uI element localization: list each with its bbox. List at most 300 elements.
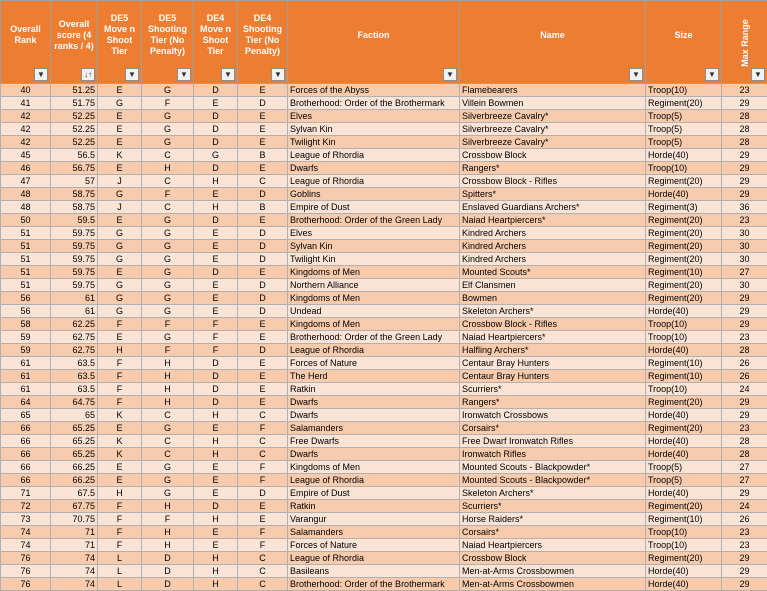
- de5-shooting-cell[interactable]: G: [142, 422, 194, 435]
- rank-cell[interactable]: 48: [1, 201, 51, 214]
- size-cell[interactable]: Troop(10): [646, 318, 722, 331]
- de5-move-shoot-cell[interactable]: F: [98, 370, 142, 383]
- de4-shooting-cell[interactable]: E: [238, 214, 288, 227]
- rank-cell[interactable]: 51: [1, 279, 51, 292]
- de5-move-shoot-cell[interactable]: E: [98, 422, 142, 435]
- de5-shooting-cell[interactable]: G: [142, 487, 194, 500]
- de5-move-shoot-cell[interactable]: E: [98, 461, 142, 474]
- rank-cell[interactable]: 66: [1, 422, 51, 435]
- score-cell[interactable]: 59.75: [51, 253, 98, 266]
- de4-shooting-cell[interactable]: D: [238, 240, 288, 253]
- de5-move-shoot-cell[interactable]: F: [98, 526, 142, 539]
- de4-move-shoot-cell[interactable]: E: [194, 539, 238, 552]
- faction-cell[interactable]: League of Rhordia: [288, 149, 460, 162]
- de4-shooting-cell[interactable]: C: [238, 175, 288, 188]
- table-row[interactable]: [1, 500, 767, 513]
- score-cell[interactable]: 67.5: [51, 487, 98, 500]
- score-cell[interactable]: 71: [51, 539, 98, 552]
- score-cell[interactable]: 59.5: [51, 214, 98, 227]
- rank-cell[interactable]: 61: [1, 370, 51, 383]
- de5-move-shoot-cell[interactable]: G: [98, 279, 142, 292]
- rank-cell[interactable]: 66: [1, 474, 51, 487]
- de5-move-shoot-cell[interactable]: E: [98, 474, 142, 487]
- faction-cell[interactable]: Elves: [288, 227, 460, 240]
- max-range-cell[interactable]: 23: [722, 526, 767, 539]
- de4-move-shoot-cell[interactable]: H: [194, 552, 238, 565]
- de4-shooting-cell[interactable]: D: [238, 487, 288, 500]
- faction-cell[interactable]: Salamanders: [288, 526, 460, 539]
- de5-move-shoot-cell[interactable]: K: [98, 435, 142, 448]
- max-range-cell[interactable]: 29: [722, 175, 767, 188]
- size-cell[interactable]: Troop(5): [646, 136, 722, 149]
- faction-cell[interactable]: Twilight Kin: [288, 136, 460, 149]
- name-cell[interactable]: Ironwatch Rifles: [460, 448, 646, 461]
- table-row[interactable]: [1, 552, 767, 565]
- size-cell[interactable]: Regiment(10): [646, 266, 722, 279]
- de5-move-shoot-cell[interactable]: K: [98, 409, 142, 422]
- max-range-cell[interactable]: 30: [722, 227, 767, 240]
- de5-move-shoot-cell[interactable]: E: [98, 266, 142, 279]
- de4-move-shoot-cell[interactable]: D: [194, 500, 238, 513]
- de5-shooting-cell[interactable]: G: [142, 136, 194, 149]
- rank-cell[interactable]: 51: [1, 266, 51, 279]
- faction-cell[interactable]: Forces of Nature: [288, 539, 460, 552]
- de4-shooting-cell[interactable]: D: [238, 227, 288, 240]
- max-range-cell[interactable]: 29: [722, 97, 767, 110]
- de5-move-shoot-cell[interactable]: G: [98, 188, 142, 201]
- de5-shooting-cell[interactable]: F: [142, 344, 194, 357]
- rank-cell[interactable]: 65: [1, 409, 51, 422]
- faction-cell[interactable]: Brotherhood: Order of the Green Lady: [288, 214, 460, 227]
- de4-move-shoot-cell[interactable]: E: [194, 474, 238, 487]
- de4-move-shoot-cell[interactable]: E: [194, 188, 238, 201]
- rank-cell[interactable]: 41: [1, 97, 51, 110]
- faction-cell[interactable]: Twilight Kin: [288, 253, 460, 266]
- rank-cell[interactable]: 74: [1, 539, 51, 552]
- de4-shooting-cell[interactable]: C: [238, 435, 288, 448]
- de4-move-shoot-cell[interactable]: E: [194, 461, 238, 474]
- table-row[interactable]: [1, 318, 767, 331]
- de5-move-shoot-cell[interactable]: F: [98, 500, 142, 513]
- score-cell[interactable]: 56.5: [51, 149, 98, 162]
- de4-shooting-cell[interactable]: C: [238, 578, 288, 591]
- name-cell[interactable]: Silverbreeze Cavalry*: [460, 123, 646, 136]
- name-cell[interactable]: Free Dwarf Ironwatch Rifles: [460, 435, 646, 448]
- name-cell[interactable]: Silverbreeze Cavalry*: [460, 110, 646, 123]
- max-range-cell[interactable]: 29: [722, 318, 767, 331]
- rank-cell[interactable]: 56: [1, 292, 51, 305]
- de5-move-shoot-cell[interactable]: E: [98, 331, 142, 344]
- de4-shooting-cell[interactable]: E: [238, 110, 288, 123]
- de4-move-shoot-cell[interactable]: G: [194, 149, 238, 162]
- de5-move-shoot-cell[interactable]: L: [98, 565, 142, 578]
- max-range-cell[interactable]: 27: [722, 474, 767, 487]
- de4-shooting-cell[interactable]: E: [238, 123, 288, 136]
- faction-cell[interactable]: The Herd: [288, 370, 460, 383]
- score-cell[interactable]: 62.75: [51, 331, 98, 344]
- de4-shooting-cell[interactable]: E: [238, 357, 288, 370]
- de4-shooting-cell[interactable]: B: [238, 201, 288, 214]
- name-cell[interactable]: Horse Raiders*: [460, 513, 646, 526]
- size-cell[interactable]: Regiment(20): [646, 422, 722, 435]
- name-cell[interactable]: Crossbow Block: [460, 149, 646, 162]
- score-cell[interactable]: 59.75: [51, 227, 98, 240]
- de5-shooting-cell[interactable]: H: [142, 162, 194, 175]
- filter-dropdown-button[interactable]: ▼: [177, 68, 191, 81]
- de5-move-shoot-cell[interactable]: E: [98, 136, 142, 149]
- name-cell[interactable]: Naiad Heartpiercers*: [460, 331, 646, 344]
- score-cell[interactable]: 65.25: [51, 435, 98, 448]
- rank-cell[interactable]: 66: [1, 435, 51, 448]
- de5-move-shoot-cell[interactable]: E: [98, 162, 142, 175]
- table-row[interactable]: [1, 162, 767, 175]
- de5-shooting-cell[interactable]: G: [142, 292, 194, 305]
- name-cell[interactable]: Crossbow Block: [460, 552, 646, 565]
- faction-cell[interactable]: Brotherhood: Order of the Green Lady: [288, 331, 460, 344]
- max-range-cell[interactable]: 28: [722, 448, 767, 461]
- max-range-cell[interactable]: 23: [722, 331, 767, 344]
- max-range-cell[interactable]: 30: [722, 253, 767, 266]
- faction-cell[interactable]: Dwarfs: [288, 396, 460, 409]
- table-row[interactable]: [1, 240, 767, 253]
- size-cell[interactable]: Troop(10): [646, 84, 722, 97]
- name-cell[interactable]: Crossbow Block - Rifles: [460, 318, 646, 331]
- de5-move-shoot-cell[interactable]: J: [98, 201, 142, 214]
- de5-shooting-cell[interactable]: G: [142, 214, 194, 227]
- de5-shooting-cell[interactable]: C: [142, 409, 194, 422]
- de4-move-shoot-cell[interactable]: H: [194, 435, 238, 448]
- faction-cell[interactable]: League of Rhordia: [288, 175, 460, 188]
- table-row[interactable]: [1, 383, 767, 396]
- max-range-cell[interactable]: 29: [722, 162, 767, 175]
- de4-move-shoot-cell[interactable]: E: [194, 487, 238, 500]
- score-cell[interactable]: 57: [51, 175, 98, 188]
- faction-cell[interactable]: Forces of the Abyss: [288, 84, 460, 97]
- de5-shooting-cell[interactable]: H: [142, 500, 194, 513]
- de5-shooting-cell[interactable]: G: [142, 279, 194, 292]
- de4-shooting-cell[interactable]: C: [238, 552, 288, 565]
- de5-move-shoot-cell[interactable]: L: [98, 552, 142, 565]
- table-row[interactable]: [1, 422, 767, 435]
- size-cell[interactable]: Regiment(3): [646, 201, 722, 214]
- de5-move-shoot-cell[interactable]: K: [98, 448, 142, 461]
- de5-shooting-cell[interactable]: G: [142, 474, 194, 487]
- de4-move-shoot-cell[interactable]: H: [194, 513, 238, 526]
- de5-shooting-cell[interactable]: C: [142, 149, 194, 162]
- max-range-cell[interactable]: 26: [722, 357, 767, 370]
- de5-shooting-cell[interactable]: C: [142, 175, 194, 188]
- filter-dropdown-button[interactable]: ▼: [705, 68, 719, 81]
- score-cell[interactable]: 70.75: [51, 513, 98, 526]
- de4-move-shoot-cell[interactable]: E: [194, 227, 238, 240]
- de5-shooting-cell[interactable]: G: [142, 266, 194, 279]
- de4-move-shoot-cell[interactable]: E: [194, 305, 238, 318]
- filter-dropdown-button[interactable]: ▼: [34, 68, 48, 81]
- de4-move-shoot-cell[interactable]: H: [194, 565, 238, 578]
- table-row[interactable]: [1, 357, 767, 370]
- table-row[interactable]: [1, 435, 767, 448]
- de4-shooting-cell[interactable]: D: [238, 292, 288, 305]
- de4-shooting-cell[interactable]: E: [238, 331, 288, 344]
- name-cell[interactable]: Ironwatch Crossbows: [460, 409, 646, 422]
- size-cell[interactable]: Regiment(20): [646, 240, 722, 253]
- name-cell[interactable]: Men-at-Arms Crossbowmen: [460, 578, 646, 591]
- faction-cell[interactable]: Ratkin: [288, 383, 460, 396]
- max-range-cell[interactable]: 29: [722, 305, 767, 318]
- de4-shooting-cell[interactable]: E: [238, 266, 288, 279]
- name-cell[interactable]: Corsairs*: [460, 422, 646, 435]
- de4-move-shoot-cell[interactable]: E: [194, 240, 238, 253]
- table-row[interactable]: [1, 175, 767, 188]
- faction-cell[interactable]: Kingdoms of Men: [288, 318, 460, 331]
- score-cell[interactable]: 71: [51, 526, 98, 539]
- max-range-cell[interactable]: 29: [722, 409, 767, 422]
- filter-dropdown-button[interactable]: ▼: [629, 68, 643, 81]
- de4-shooting-cell[interactable]: F: [238, 474, 288, 487]
- table-row[interactable]: [1, 149, 767, 162]
- de5-move-shoot-cell[interactable]: F: [98, 357, 142, 370]
- score-cell[interactable]: 59.75: [51, 279, 98, 292]
- score-cell[interactable]: 51.75: [51, 97, 98, 110]
- size-cell[interactable]: Troop(10): [646, 383, 722, 396]
- de4-shooting-cell[interactable]: B: [238, 149, 288, 162]
- rank-cell[interactable]: 46: [1, 162, 51, 175]
- score-cell[interactable]: 63.5: [51, 357, 98, 370]
- size-cell[interactable]: Horde(40): [646, 344, 722, 357]
- max-range-cell[interactable]: 30: [722, 279, 767, 292]
- size-cell[interactable]: Troop(5): [646, 461, 722, 474]
- size-cell[interactable]: Horde(40): [646, 409, 722, 422]
- score-cell[interactable]: 61: [51, 292, 98, 305]
- size-cell[interactable]: Troop(10): [646, 331, 722, 344]
- score-cell[interactable]: 61: [51, 305, 98, 318]
- score-cell[interactable]: 58.75: [51, 201, 98, 214]
- table-row[interactable]: [1, 292, 767, 305]
- size-cell[interactable]: Regiment(20): [646, 279, 722, 292]
- size-cell[interactable]: Troop(10): [646, 162, 722, 175]
- filter-dropdown-button[interactable]: ▼: [443, 68, 457, 81]
- table-row[interactable]: [1, 188, 767, 201]
- max-range-cell[interactable]: 24: [722, 500, 767, 513]
- de5-move-shoot-cell[interactable]: K: [98, 149, 142, 162]
- rank-cell[interactable]: 59: [1, 331, 51, 344]
- rank-cell[interactable]: 66: [1, 448, 51, 461]
- score-cell[interactable]: 66.25: [51, 474, 98, 487]
- max-range-cell[interactable]: 29: [722, 487, 767, 500]
- de5-shooting-cell[interactable]: C: [142, 435, 194, 448]
- rank-cell[interactable]: 58: [1, 318, 51, 331]
- de4-move-shoot-cell[interactable]: H: [194, 201, 238, 214]
- score-cell[interactable]: 67.75: [51, 500, 98, 513]
- name-cell[interactable]: Skeleton Archers*: [460, 487, 646, 500]
- name-cell[interactable]: Spitters*: [460, 188, 646, 201]
- faction-cell[interactable]: Dwarfs: [288, 448, 460, 461]
- faction-cell[interactable]: Basileans: [288, 565, 460, 578]
- rank-cell[interactable]: 61: [1, 383, 51, 396]
- max-range-cell[interactable]: 28: [722, 110, 767, 123]
- score-cell[interactable]: 59.75: [51, 240, 98, 253]
- score-cell[interactable]: 65: [51, 409, 98, 422]
- de5-shooting-cell[interactable]: G: [142, 84, 194, 97]
- max-range-cell[interactable]: 28: [722, 344, 767, 357]
- de4-move-shoot-cell[interactable]: E: [194, 526, 238, 539]
- de4-move-shoot-cell[interactable]: H: [194, 448, 238, 461]
- name-cell[interactable]: Scurriers*: [460, 383, 646, 396]
- filter-dropdown-button[interactable]: ▼: [271, 68, 285, 81]
- de4-move-shoot-cell[interactable]: F: [194, 344, 238, 357]
- de5-move-shoot-cell[interactable]: G: [98, 227, 142, 240]
- faction-cell[interactable]: Dwarfs: [288, 409, 460, 422]
- table-row[interactable]: [1, 396, 767, 409]
- size-cell[interactable]: Regiment(20): [646, 97, 722, 110]
- rank-cell[interactable]: 56: [1, 305, 51, 318]
- max-range-cell[interactable]: 29: [722, 396, 767, 409]
- de5-move-shoot-cell[interactable]: E: [98, 84, 142, 97]
- de5-shooting-cell[interactable]: G: [142, 305, 194, 318]
- table-row[interactable]: [1, 461, 767, 474]
- de4-shooting-cell[interactable]: E: [238, 370, 288, 383]
- faction-cell[interactable]: Ratkin: [288, 500, 460, 513]
- size-cell[interactable]: Troop(10): [646, 539, 722, 552]
- name-cell[interactable]: Kindred Archers: [460, 253, 646, 266]
- name-cell[interactable]: Flamebearers: [460, 84, 646, 97]
- de4-shooting-cell[interactable]: F: [238, 539, 288, 552]
- de5-shooting-cell[interactable]: D: [142, 565, 194, 578]
- table-row[interactable]: [1, 526, 767, 539]
- table-row[interactable]: [1, 305, 767, 318]
- max-range-cell[interactable]: 29: [722, 552, 767, 565]
- score-cell[interactable]: 52.25: [51, 110, 98, 123]
- rank-cell[interactable]: 42: [1, 110, 51, 123]
- de5-shooting-cell[interactable]: G: [142, 110, 194, 123]
- rank-cell[interactable]: 59: [1, 344, 51, 357]
- de4-move-shoot-cell[interactable]: D: [194, 370, 238, 383]
- size-cell[interactable]: Regiment(20): [646, 227, 722, 240]
- rank-cell[interactable]: 74: [1, 526, 51, 539]
- de4-shooting-cell[interactable]: D: [238, 305, 288, 318]
- de5-move-shoot-cell[interactable]: F: [98, 513, 142, 526]
- de4-move-shoot-cell[interactable]: D: [194, 266, 238, 279]
- de4-move-shoot-cell[interactable]: D: [194, 136, 238, 149]
- de4-move-shoot-cell[interactable]: D: [194, 110, 238, 123]
- table-row[interactable]: [1, 331, 767, 344]
- faction-cell[interactable]: Sylvan Kin: [288, 240, 460, 253]
- de4-move-shoot-cell[interactable]: D: [194, 357, 238, 370]
- rank-cell[interactable]: 51: [1, 227, 51, 240]
- de5-move-shoot-cell[interactable]: J: [98, 175, 142, 188]
- max-range-cell[interactable]: 23: [722, 214, 767, 227]
- de4-move-shoot-cell[interactable]: E: [194, 279, 238, 292]
- de5-shooting-cell[interactable]: F: [142, 97, 194, 110]
- faction-cell[interactable]: Empire of Dust: [288, 201, 460, 214]
- de5-move-shoot-cell[interactable]: L: [98, 578, 142, 591]
- de4-shooting-cell[interactable]: E: [238, 136, 288, 149]
- rank-cell[interactable]: 45: [1, 149, 51, 162]
- rank-cell[interactable]: 76: [1, 578, 51, 591]
- de4-move-shoot-cell[interactable]: H: [194, 409, 238, 422]
- de5-move-shoot-cell[interactable]: G: [98, 292, 142, 305]
- size-cell[interactable]: Horde(40): [646, 448, 722, 461]
- de5-shooting-cell[interactable]: G: [142, 253, 194, 266]
- de4-shooting-cell[interactable]: E: [238, 500, 288, 513]
- filter-dropdown-button[interactable]: ▼: [221, 68, 235, 81]
- size-cell[interactable]: Regiment(10): [646, 513, 722, 526]
- size-cell[interactable]: Troop(5): [646, 110, 722, 123]
- size-cell[interactable]: Regiment(20): [646, 253, 722, 266]
- de4-move-shoot-cell[interactable]: E: [194, 253, 238, 266]
- size-cell[interactable]: Regiment(20): [646, 175, 722, 188]
- de5-shooting-cell[interactable]: D: [142, 578, 194, 591]
- de4-move-shoot-cell[interactable]: D: [194, 383, 238, 396]
- de4-move-shoot-cell[interactable]: D: [194, 84, 238, 97]
- table-row[interactable]: [1, 448, 767, 461]
- de4-shooting-cell[interactable]: E: [238, 162, 288, 175]
- name-cell[interactable]: Silverbreeze Cavalry*: [460, 136, 646, 149]
- de5-move-shoot-cell[interactable]: F: [98, 539, 142, 552]
- rank-cell[interactable]: 73: [1, 513, 51, 526]
- de5-shooting-cell[interactable]: H: [142, 370, 194, 383]
- max-range-cell[interactable]: 24: [722, 383, 767, 396]
- max-range-cell[interactable]: 29: [722, 188, 767, 201]
- faction-cell[interactable]: Varangur: [288, 513, 460, 526]
- table-row[interactable]: [1, 266, 767, 279]
- score-cell[interactable]: 59.75: [51, 266, 98, 279]
- table-row[interactable]: [1, 136, 767, 149]
- score-cell[interactable]: 65.25: [51, 448, 98, 461]
- score-cell[interactable]: 74: [51, 552, 98, 565]
- de5-shooting-cell[interactable]: H: [142, 526, 194, 539]
- size-cell[interactable]: Regiment(20): [646, 552, 722, 565]
- score-cell[interactable]: 62.75: [51, 344, 98, 357]
- de4-move-shoot-cell[interactable]: F: [194, 331, 238, 344]
- name-cell[interactable]: Elf Clansmen: [460, 279, 646, 292]
- faction-cell[interactable]: Empire of Dust: [288, 487, 460, 500]
- de5-shooting-cell[interactable]: F: [142, 188, 194, 201]
- de5-move-shoot-cell[interactable]: G: [98, 97, 142, 110]
- de5-shooting-cell[interactable]: G: [142, 331, 194, 344]
- table-row[interactable]: [1, 214, 767, 227]
- de5-move-shoot-cell[interactable]: F: [98, 396, 142, 409]
- table-row[interactable]: [1, 474, 767, 487]
- rank-cell[interactable]: 51: [1, 240, 51, 253]
- name-cell[interactable]: Villein Bowmen: [460, 97, 646, 110]
- faction-cell[interactable]: League of Rhordia: [288, 552, 460, 565]
- name-cell[interactable]: Kindred Archers: [460, 240, 646, 253]
- size-cell[interactable]: Troop(10): [646, 526, 722, 539]
- size-cell[interactable]: Horde(40): [646, 565, 722, 578]
- name-cell[interactable]: Kindred Archers: [460, 227, 646, 240]
- faction-cell[interactable]: Northern Alliance: [288, 279, 460, 292]
- size-cell[interactable]: Horde(40): [646, 435, 722, 448]
- de4-shooting-cell[interactable]: D: [238, 344, 288, 357]
- table-row[interactable]: [1, 97, 767, 110]
- de5-shooting-cell[interactable]: H: [142, 539, 194, 552]
- de5-move-shoot-cell[interactable]: G: [98, 305, 142, 318]
- faction-cell[interactable]: Kingdoms of Men: [288, 266, 460, 279]
- max-range-cell[interactable]: 23: [722, 422, 767, 435]
- rank-cell[interactable]: 64: [1, 396, 51, 409]
- score-cell[interactable]: 52.25: [51, 123, 98, 136]
- de5-shooting-cell[interactable]: H: [142, 383, 194, 396]
- de4-shooting-cell[interactable]: F: [238, 526, 288, 539]
- de5-shooting-cell[interactable]: H: [142, 396, 194, 409]
- faction-cell[interactable]: Brotherhood: Order of the Brothermark: [288, 97, 460, 110]
- filter-dropdown-button[interactable]: ▼: [125, 68, 139, 81]
- name-cell[interactable]: Crossbow Block - Rifles: [460, 175, 646, 188]
- de5-move-shoot-cell[interactable]: G: [98, 240, 142, 253]
- table-row[interactable]: [1, 110, 767, 123]
- size-cell[interactable]: Horde(40): [646, 188, 722, 201]
